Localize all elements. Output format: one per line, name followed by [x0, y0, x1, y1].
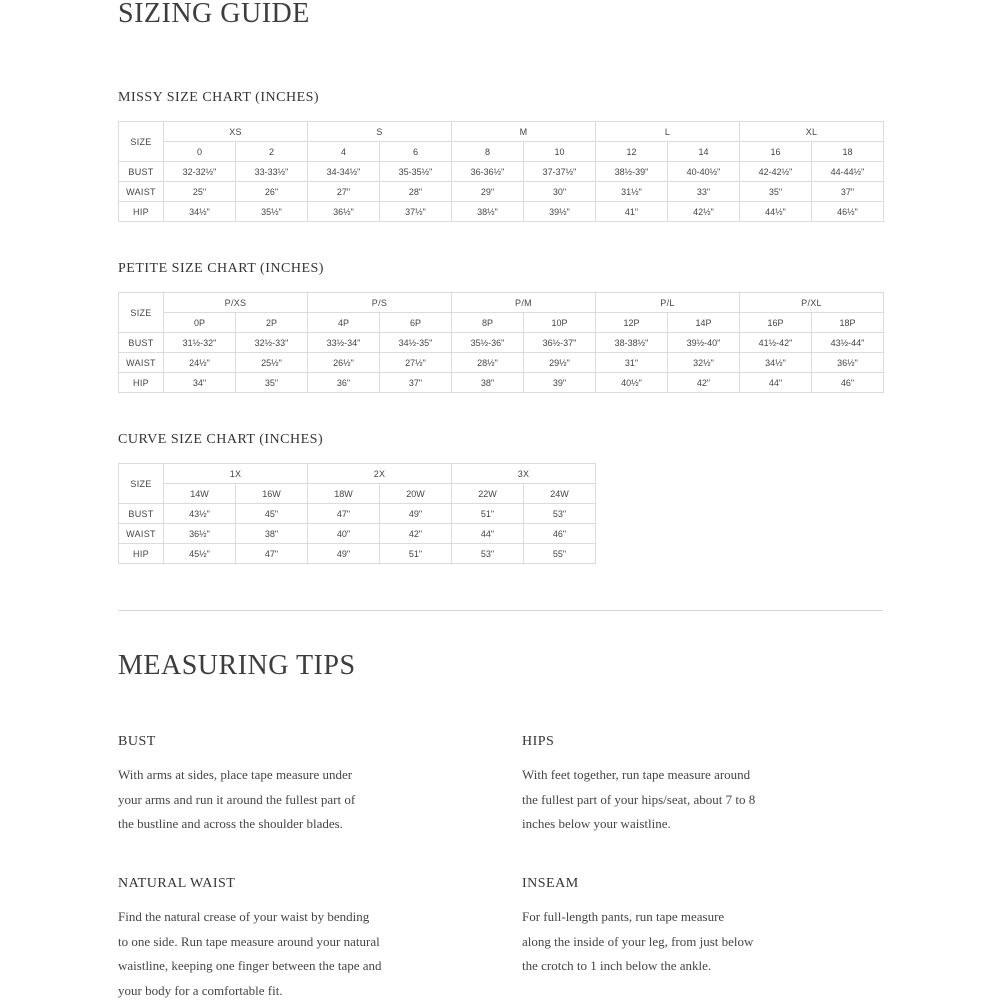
measurement-value: 46" [524, 524, 596, 544]
measurement-value: 29" [452, 182, 524, 202]
measurement-value: 53" [452, 544, 524, 564]
measurement-row [119, 353, 884, 373]
size-number: 0 [164, 142, 236, 162]
measurement-value: 36½" [812, 353, 884, 373]
size-number: 18P [812, 313, 884, 333]
size-group-header: P/L [596, 293, 740, 313]
measurement-label: WAIST [119, 182, 164, 202]
size-group-header: P/M [452, 293, 596, 313]
measurement-value: 30" [524, 182, 596, 202]
measurement-value: 35" [236, 373, 308, 393]
measurement-value: 38½-39" [596, 162, 668, 182]
measurement-value: 44½" [740, 202, 812, 222]
size-label: SIZE [119, 464, 164, 504]
curve-chart-title: CURVE SIZE CHART (INCHES) [118, 432, 323, 448]
measurement-value: 34½" [740, 353, 812, 373]
section-divider [118, 610, 883, 611]
measurement-value: 44-44½" [812, 162, 884, 182]
tip-line: inches below your waistline. [522, 812, 852, 837]
measurement-label: BUST [119, 504, 164, 524]
measurement-value: 42" [380, 524, 452, 544]
petite-size-table [118, 292, 884, 393]
measurement-label: HIP [119, 544, 164, 564]
measurement-value: 35½-36" [452, 333, 524, 353]
size-number: 6P [380, 313, 452, 333]
measurement-value: 51" [452, 504, 524, 524]
measurement-value: 27½" [380, 353, 452, 373]
measurement-value: 38" [452, 373, 524, 393]
tip-line: the bustline and across the shoulder blades. [118, 812, 448, 837]
measurement-value: 38½" [452, 202, 524, 222]
tip-inseam [522, 876, 852, 979]
size-number-row [119, 313, 884, 333]
measurement-value: 36½-37" [524, 333, 596, 353]
tip-line: Find the natural crease of your waist by bending [118, 905, 448, 930]
size-group-header: P/S [308, 293, 452, 313]
tip-hips-body [522, 763, 852, 837]
measurement-label: HIP [119, 202, 164, 222]
group-row [119, 464, 596, 484]
measurement-value: 36-36½" [452, 162, 524, 182]
group-row [119, 122, 884, 142]
tip-bust [118, 734, 448, 837]
size-number: 12 [596, 142, 668, 162]
measurement-value: 32½" [668, 353, 740, 373]
size-number: 16W [236, 484, 308, 504]
page-title: SIZING GUIDE [118, 0, 310, 30]
measurement-value: 35½" [236, 202, 308, 222]
measurement-value: 43½" [164, 504, 236, 524]
tip-line: With arms at sides, place tape measure under [118, 763, 448, 788]
measurement-value: 31½-32" [164, 333, 236, 353]
size-group-header: XL [740, 122, 884, 142]
measurement-value: 37½" [380, 202, 452, 222]
tip-waist-heading: NATURAL WAIST [118, 876, 448, 892]
measurement-value: 55" [524, 544, 596, 564]
size-number: 8P [452, 313, 524, 333]
size-number: 22W [452, 484, 524, 504]
measurement-value: 35" [740, 182, 812, 202]
size-group-header: S [308, 122, 452, 142]
size-number: 18W [308, 484, 380, 504]
measurement-value: 36½" [308, 202, 380, 222]
measurement-value: 26" [236, 182, 308, 202]
measurement-value: 40" [308, 524, 380, 544]
tip-bust-heading: BUST [118, 734, 448, 750]
size-number-row [119, 142, 884, 162]
size-number: 2P [236, 313, 308, 333]
measurement-value: 53" [524, 504, 596, 524]
size-number: 10 [524, 142, 596, 162]
measurement-row [119, 182, 884, 202]
measurement-value: 40½" [596, 373, 668, 393]
measurement-value: 41" [596, 202, 668, 222]
measurement-label: WAIST [119, 524, 164, 544]
measurement-value: 42" [668, 373, 740, 393]
missy-size-table [118, 121, 884, 222]
size-number: 14P [668, 313, 740, 333]
size-group-header: P/XL [740, 293, 884, 313]
measurement-value: 33" [668, 182, 740, 202]
size-number: 4P [308, 313, 380, 333]
measurement-value: 42½" [668, 202, 740, 222]
measurement-value: 41½-42" [740, 333, 812, 353]
measurement-value: 42-42½" [740, 162, 812, 182]
size-label: SIZE [119, 293, 164, 333]
measurement-label: BUST [119, 162, 164, 182]
missy-chart-title: MISSY SIZE CHART (INCHES) [118, 90, 319, 106]
measurement-value: 34½-35" [380, 333, 452, 353]
measurement-value: 51" [380, 544, 452, 564]
measurement-label: HIP [119, 373, 164, 393]
size-group-header: 2X [308, 464, 452, 484]
size-number: 10P [524, 313, 596, 333]
measurement-value: 33-33½" [236, 162, 308, 182]
measurement-value: 45" [236, 504, 308, 524]
size-label: SIZE [119, 122, 164, 162]
measurement-value: 31½" [596, 182, 668, 202]
measurement-value: 39½-40" [668, 333, 740, 353]
measurement-value: 38-38½" [596, 333, 668, 353]
tip-inseam-body [522, 905, 852, 979]
measurement-value: 39½" [524, 202, 596, 222]
measurement-value: 35-35½" [380, 162, 452, 182]
size-number: 14 [668, 142, 740, 162]
size-group-header: M [452, 122, 596, 142]
size-number: 0P [164, 313, 236, 333]
size-group-header: P/XS [164, 293, 308, 313]
measurement-value: 34-34½" [308, 162, 380, 182]
measurement-row [119, 504, 596, 524]
tip-hips-heading: HIPS [522, 734, 852, 750]
size-number: 4 [308, 142, 380, 162]
tip-line: waistline, keeping one finger between the tape and [118, 954, 448, 979]
size-number-row [119, 484, 596, 504]
measurement-value: 37" [812, 182, 884, 202]
size-group-header: XS [164, 122, 308, 142]
tip-waist-body [118, 905, 448, 1003]
tip-line: the fullest part of your hips/seat, about 7 to 8 [522, 788, 852, 813]
measurement-value: 47" [236, 544, 308, 564]
measurement-value: 33½-34" [308, 333, 380, 353]
measurement-value: 31" [596, 353, 668, 373]
measurement-value: 47" [308, 504, 380, 524]
measurement-value: 24½" [164, 353, 236, 373]
measurement-value: 39" [524, 373, 596, 393]
tip-line: along the inside of your leg, from just below [522, 930, 852, 955]
measurement-value: 44" [740, 373, 812, 393]
tip-line: For full-length pants, run tape measure [522, 905, 852, 930]
measurement-value: 38" [236, 524, 308, 544]
measurement-row [119, 162, 884, 182]
size-group-header: L [596, 122, 740, 142]
measurement-value: 40-40½" [668, 162, 740, 182]
tip-bust-body [118, 763, 448, 837]
measurement-label: WAIST [119, 353, 164, 373]
size-number: 20W [380, 484, 452, 504]
measurement-value: 49" [308, 544, 380, 564]
size-number: 2 [236, 142, 308, 162]
tip-line: the crotch to 1 inch below the ankle. [522, 954, 852, 979]
measurement-value: 45½" [164, 544, 236, 564]
measurement-label: BUST [119, 333, 164, 353]
measurement-value: 44" [452, 524, 524, 544]
measurement-value: 46" [812, 373, 884, 393]
measurement-value: 25" [164, 182, 236, 202]
measurement-value: 29½" [524, 353, 596, 373]
tip-line: With feet together, run tape measure around [522, 763, 852, 788]
size-number: 24W [524, 484, 596, 504]
measurement-value: 49" [380, 504, 452, 524]
size-number: 8 [452, 142, 524, 162]
measurement-value: 28" [380, 182, 452, 202]
size-number: 12P [596, 313, 668, 333]
measurement-value: 37" [380, 373, 452, 393]
tip-hips [522, 734, 852, 837]
measurement-value: 37-37½" [524, 162, 596, 182]
measurement-value: 34" [164, 373, 236, 393]
tip-line: your arms and run it around the fullest part of [118, 788, 448, 813]
size-number: 14W [164, 484, 236, 504]
measurement-value: 27" [308, 182, 380, 202]
measurement-value: 25½" [236, 353, 308, 373]
measurement-value: 34½" [164, 202, 236, 222]
measurement-value: 32-32½" [164, 162, 236, 182]
size-number: 16P [740, 313, 812, 333]
measurement-value: 28½" [452, 353, 524, 373]
size-group-header: 3X [452, 464, 596, 484]
tip-line: your body for a comfortable fit. [118, 979, 448, 1003]
tip-waist [118, 876, 448, 1003]
measurement-value: 32½-33" [236, 333, 308, 353]
measuring-tips-title: MEASURING TIPS [118, 650, 356, 682]
measurement-row [119, 333, 884, 353]
size-group-header: 1X [164, 464, 308, 484]
group-row [119, 293, 884, 313]
measurement-value: 26½" [308, 353, 380, 373]
measurement-row [119, 373, 884, 393]
measurement-row [119, 524, 596, 544]
measurement-row [119, 544, 596, 564]
measurement-row [119, 202, 884, 222]
size-number: 18 [812, 142, 884, 162]
size-number: 6 [380, 142, 452, 162]
size-number: 16 [740, 142, 812, 162]
tip-inseam-heading: INSEAM [522, 876, 852, 892]
measurement-value: 36½" [164, 524, 236, 544]
curve-size-table [118, 463, 596, 564]
measurement-value: 36" [308, 373, 380, 393]
measurement-value: 46½" [812, 202, 884, 222]
petite-chart-title: PETITE SIZE CHART (INCHES) [118, 261, 324, 277]
measurement-value: 43½-44" [812, 333, 884, 353]
tip-line: to one side. Run tape measure around your natural [118, 930, 448, 955]
